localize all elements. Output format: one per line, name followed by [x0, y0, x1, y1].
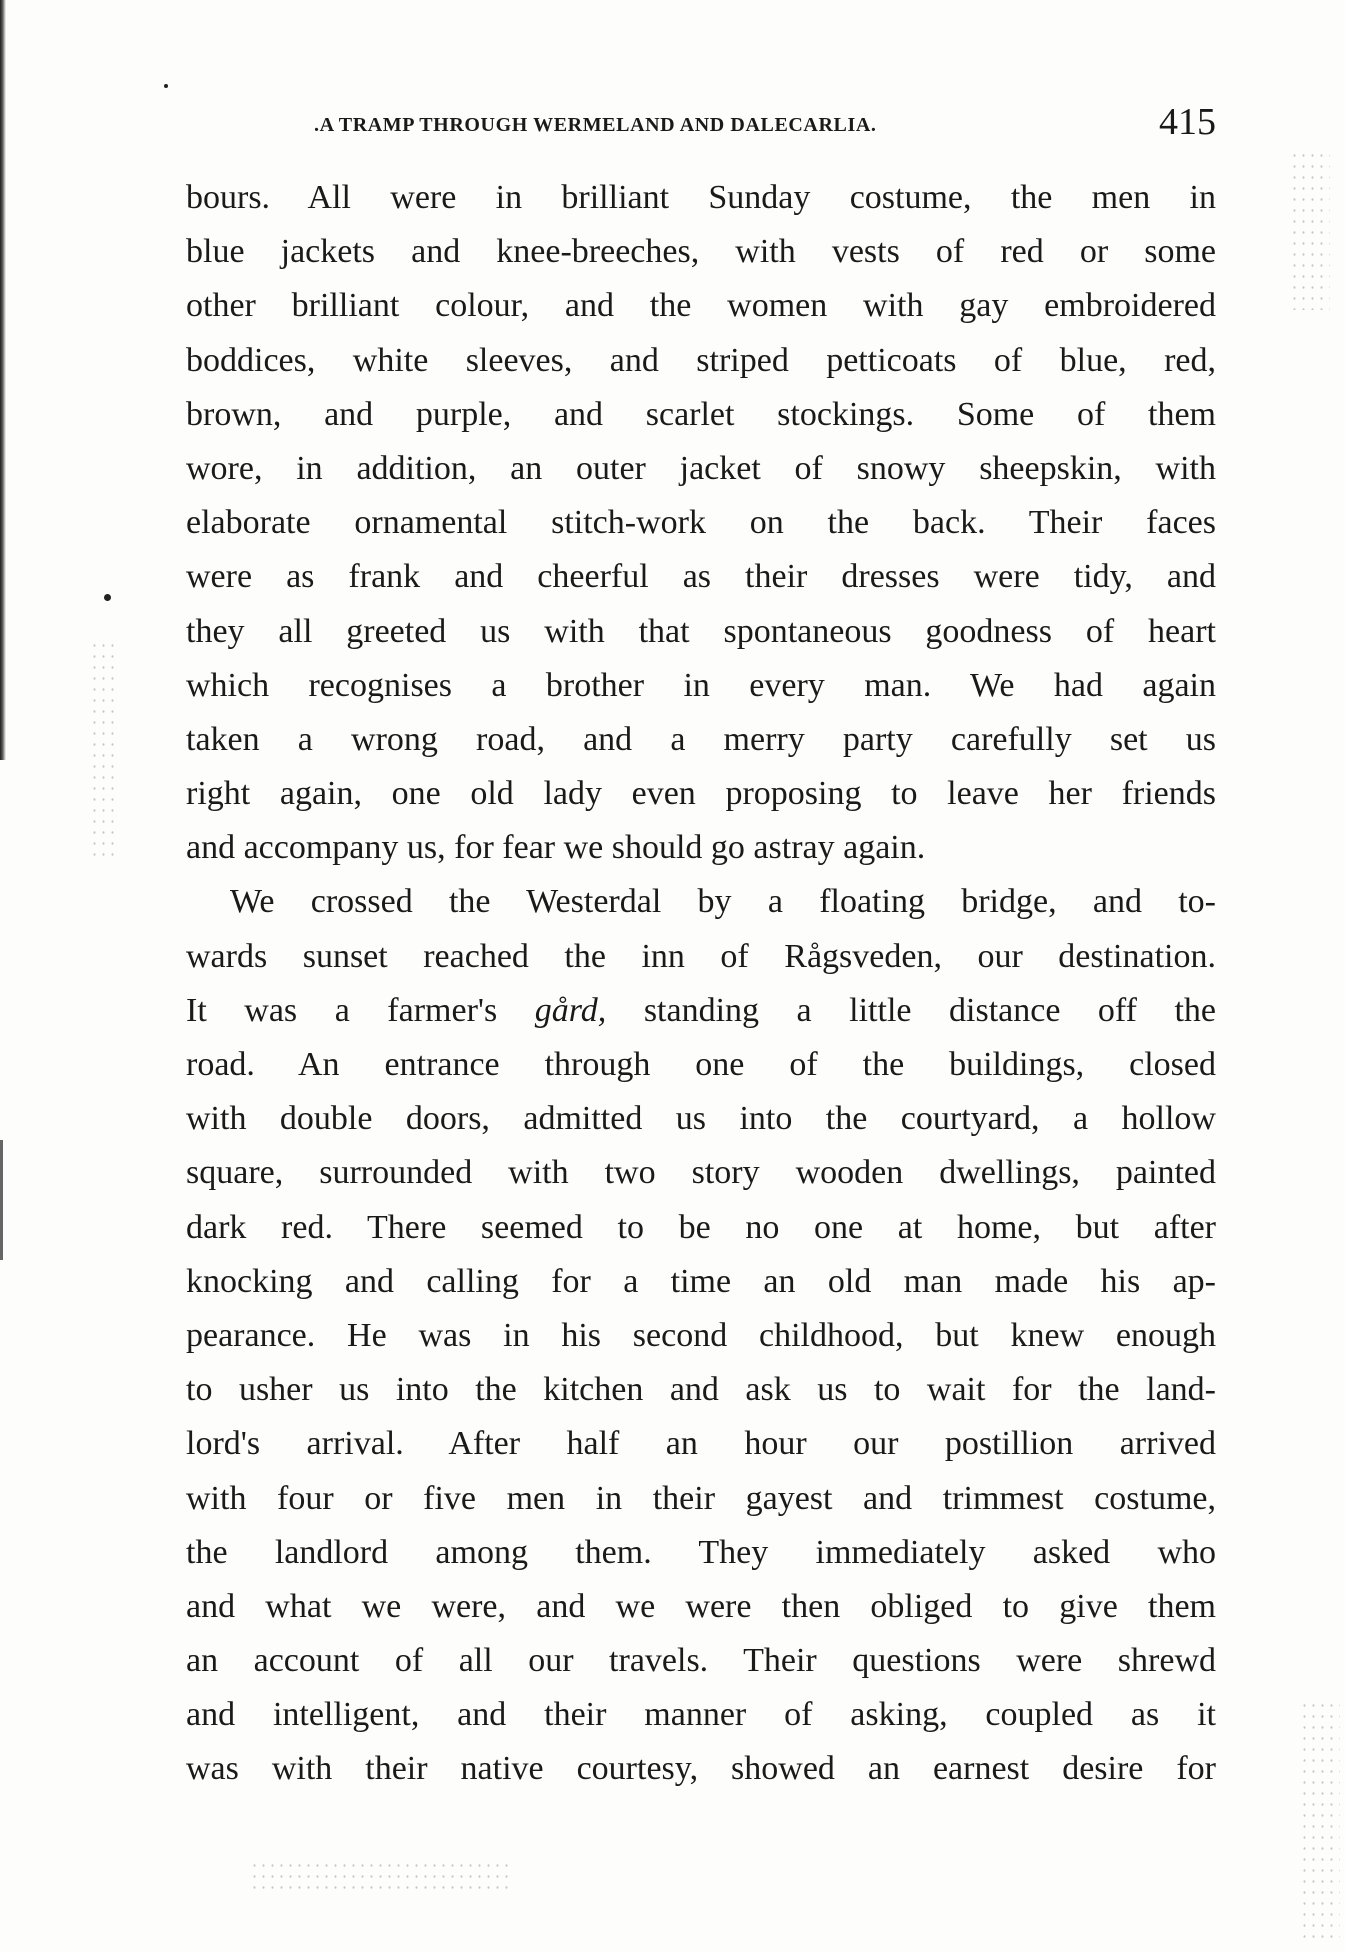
text-line: to usher us into the kitchen and ask us to wait for the land- — [186, 1371, 1216, 1409]
ink-speck — [164, 84, 168, 88]
text-line: taken a wrong road, and a merry party carefully set us — [186, 720, 1216, 758]
text-line: dark red. There seemed to be no one at home, but after — [186, 1208, 1216, 1246]
text-line: elaborate ornamental stitch-work on the back. Their faces — [186, 504, 1216, 542]
text-line: they all greeted us with that spontaneous goodness of heart — [186, 612, 1216, 650]
text-line: the landlord among them. They immediately asked who — [186, 1533, 1216, 1571]
text-line: were as frank and cheerful as their dresses were tidy, and — [186, 558, 1216, 596]
binding-edge-mark — [0, 1140, 3, 1260]
text-line: wards sunset reached the inn of Rågsveden, our destination. — [186, 937, 1216, 975]
italic-term: gård, — [534, 991, 607, 1029]
text-fragment: It was a farmer's — [186, 991, 498, 1029]
text-line: with double doors, admitted us into the courtyard, a hollow — [186, 1100, 1216, 1138]
text-line: which recognises a brother in every man. We had again — [186, 666, 1216, 704]
text-line: square, surrounded with two story wooden dwellings, painted — [186, 1154, 1216, 1192]
text-line: knocking and calling for a time an old man made his ap- — [186, 1262, 1216, 1300]
text-line: and accompany us, for fear we should go astray again. — [186, 829, 926, 867]
text-line: was with their native courtesy, showed an earnest desire for — [186, 1750, 1216, 1788]
text-line: bours. All were in brilliant Sunday costume, the men in — [186, 179, 1216, 216]
text-line: other brilliant colour, and the women with gay embroidered — [186, 287, 1216, 325]
text-line: lord's arrival. After half an hour our postillion arrived — [186, 1425, 1216, 1463]
text-line-mixed — [186, 984, 1216, 1038]
page-number: 415 — [1159, 101, 1216, 143]
text-fragment: standing a little distance off the — [643, 991, 1217, 1029]
binding-edge-shadow — [0, 0, 6, 760]
ink-speck — [104, 594, 111, 601]
scan-noise — [90, 640, 120, 860]
text-line: and intelligent, and their manner of asking, coupled as it — [186, 1696, 1216, 1734]
text-line: boddices, white sleeves, and striped petticoats of blue, red, — [186, 341, 1216, 379]
scan-noise — [250, 1860, 510, 1890]
running-title: .A TRAMP THROUGH WERMELAND AND DALECARLIA. — [314, 114, 877, 136]
text-line: blue jackets and knee-breeches, with vests of red or some — [186, 233, 1216, 271]
scan-noise — [1290, 150, 1330, 310]
text-line: road. An entrance through one of the buildings, closed — [186, 1046, 1216, 1083]
text-line: We crossed the Westerdal by a floating bridge, and to- — [230, 883, 1216, 921]
scan-noise — [1300, 1700, 1340, 1940]
text-line: and what we were, and we were then obliged to give them — [186, 1587, 1216, 1625]
page-header — [186, 100, 1216, 150]
body-text — [186, 171, 1216, 1797]
text-line: pearance. He was in his second childhood, but knew enough — [186, 1316, 1216, 1354]
text-line: brown, and purple, and scarlet stockings. Some of them — [186, 395, 1216, 433]
text-line: an account of all our travels. Their questions were shrewd — [186, 1642, 1216, 1680]
text-line: wore, in addition, an outer jacket of snowy sheepskin, with — [186, 449, 1216, 487]
text-line: with four or five men in their gayest and trimmest costume, — [186, 1479, 1216, 1517]
text-line: right again, one old lady even proposing to leave her friends — [186, 775, 1216, 813]
